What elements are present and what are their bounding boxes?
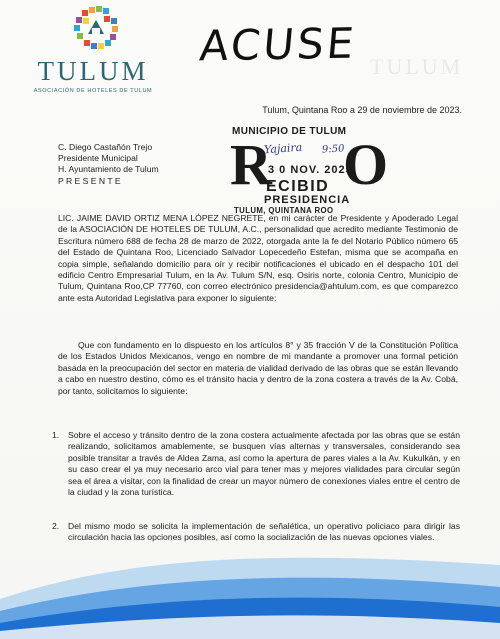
addressee-entity: H. Ayuntamiento de Tulum: [58, 164, 159, 175]
handwritten-acuse: ACUSE: [197, 18, 359, 71]
received-stamp: [226, 126, 389, 218]
stamp-time: 9:50: [321, 143, 345, 156]
addressee-position: Presidente Municipal: [58, 153, 138, 164]
stamp-letter-o: O: [343, 132, 389, 197]
list-item-text: Sobre el acceso y tránsito dentro de la zona costera actualmente afectada por las obras que se están realizando, solicitamos amablemente, se busquen vías alternas y transversales, considerando sea posible transitar a través de Aldea Zama, así como la apertura de pares viales a la Av. Kukulkán, y en su caso crear el ya muy necesario arco vial para tener mas y mejores vialidades para circular según sea el área a visitar, con la finalidad de crear un mayor número de conexiones viales entre el centro de la ciudad y la zona turística.: [68, 430, 460, 498]
list-item-text: Del mismo modo se solicita la implementación de señalética, un operativo policiaco para dirigir las circulación hacia las opciones posibles, así como la socialización de las nuevas opciones viales.: [68, 521, 460, 543]
addressee-name: C. Diego Castañón Trejo: [58, 142, 153, 152]
stamp-letter-r: R: [230, 132, 272, 197]
stamp-municipality: MUNICIPIO DE TULUM: [232, 126, 347, 137]
second-paragraph: [58, 340, 458, 397]
association-logo: [28, 4, 158, 92]
stamp-signature: Yajaira: [263, 140, 303, 157]
addressee-block: [58, 142, 159, 187]
logo-title: TULUM: [37, 56, 149, 86]
list-item: [52, 430, 460, 498]
footer-waves: [0, 529, 500, 639]
date-line: Tulum, Quintana Roo a 29 de noviembre de 2023.: [262, 105, 462, 115]
intro-text: LIC. JAIME DAVID ORTIZ MENA LÓPEZ NEGRETE, en mi carácter de Presidente y Apoderado Legal de la ASOCIACIÓN DE HOTELES DE TULUM, A.C., personalidad que acredito mediante Testimonio de Escritura número 688 de fecha 28 de marzo de 2022, otorgada ante la fe del Notario Público número 65 del Estado de Quintana Roo, Licenciado Salvador Lopecedeño Estefan, misma que se acompaña en copia simple, señalando domicilio para oír y recibir notificaciones el ubicado en el despacho 101 del edificio Centro Empresarial Tulum, en la Av. Tulum S/N, esq. Osiris norte, colonia Centro, Municipio de Tulum, Quintana Roo,CP 77760, con correo electrónico presidencia@ahtulum.com, es que comparezco ante esta Autoridad Legislativa para exponer lo siguiente:: [58, 213, 458, 303]
stamp-received: ECIBID: [266, 178, 330, 195]
logo-subtitle: ASOCIACIÓN DE HOTELES DE TULUM: [33, 88, 153, 94]
watermark-text: TULUM: [370, 54, 464, 79]
stamp-office: PRESIDENCIA: [264, 194, 351, 206]
mosaic-logo-icon: [68, 4, 124, 54]
intro-paragraph: [58, 213, 458, 304]
stamp-location: TULUM, QUINTANA ROO: [234, 206, 334, 215]
second-text: Que con fundamento en lo dispuesto en los artículos 8° y 35 fracción V de la Constitución Política de los Estados Unidos Mexicanos, vengo en nombre de mi mandante a promover una formal petición basada en la preocupación del sector en materia de vialidad derivado de las obras que se están llevando a cabo en nuestro destino, cómo es el tránsito hacia y dentro de la zona costera a través de la Av. Cobá, por tanto, solicitamos lo siguiente:: [58, 340, 458, 396]
list-item-number: 1.: [52, 430, 60, 440]
list-item-number: 2.: [52, 521, 60, 531]
stamp-date: 3 0 NOV. 2023: [268, 164, 353, 176]
addressee-presente: P R E S E N T E: [58, 175, 121, 186]
